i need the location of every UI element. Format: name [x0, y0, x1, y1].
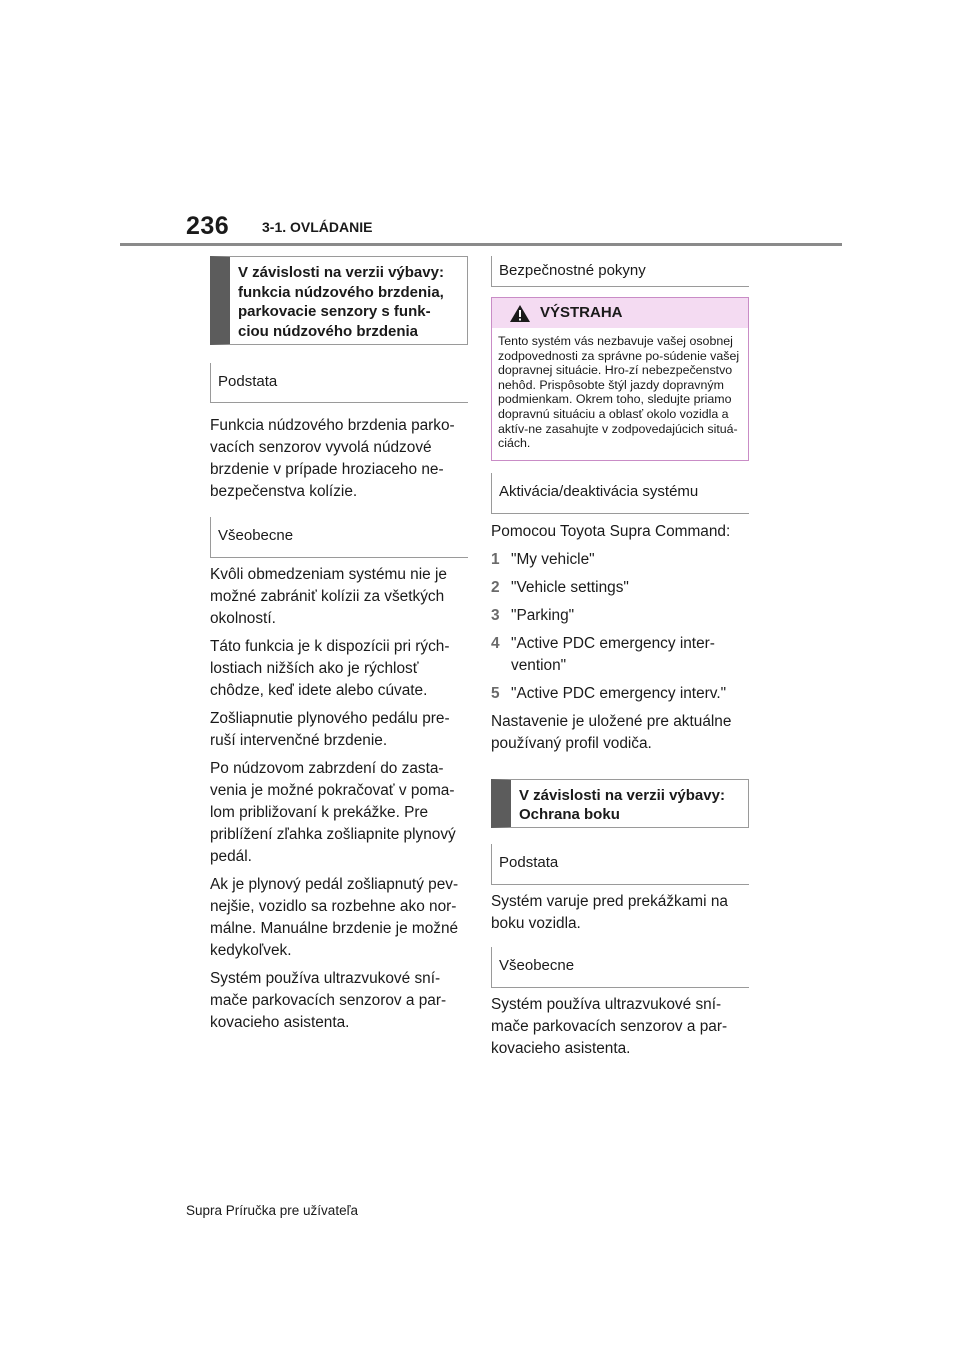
paragraph: Zošliapnutie plynového pedálu pre-ruší intervenčné brzdenie.	[210, 710, 450, 749]
list-item: 1 "My vehicle"	[491, 550, 595, 568]
list-item: 3 "Parking"	[491, 606, 575, 624]
subheading-bezpecnostne-pokyny: Bezpečnostné pokyny	[491, 256, 749, 287]
page-number: 236	[186, 212, 230, 240]
list-item: 2 "Vehicle settings"	[491, 578, 629, 596]
paragraph: Kvôli obmedzeniam systému nie je možné zabrániť kolízii za všetkých okolností.	[210, 566, 447, 627]
paragraph: Systém používa ultrazvukové sní-mače parkovacích senzorov a par-kovacieho asistenta.	[210, 970, 447, 1031]
right-column	[491, 256, 749, 1060]
warning-triangle-icon	[509, 304, 531, 323]
header-divider	[120, 243, 842, 246]
paragraph: Pomocou Toyota Supra Command:	[491, 522, 731, 540]
footer-text: Supra Príručka pre užívateľa	[186, 1203, 359, 1218]
paragraph: Ak je plynový pedál zošliapnutý pev-nejšie, vozidlo sa rozbehne ako nor-málne. Manuálne brzdenie je možné kedykoľvek.	[210, 876, 459, 959]
paragraph: Systém používa ultrazvukové sní-mače parkovacích senzorov a par-kovacieho asistenta.	[491, 995, 728, 1057]
warning-header	[492, 298, 748, 328]
list-item: 5 "Active PDC emergency interv."	[491, 684, 727, 702]
list-item: 4 "Active PDC emergency inter-vention"	[491, 634, 715, 674]
warning-box	[491, 297, 749, 461]
paragraph: Systém varuje pred prekážkami na boku vozidla.	[491, 892, 728, 932]
subheading-aktivacia: Aktivácia/deaktivácia systému	[491, 473, 749, 514]
left-column	[210, 256, 468, 1034]
subheading-vseobecne: Všeobecne	[491, 947, 749, 988]
section-title: 3-1. OVLÁDANIE	[262, 219, 373, 235]
equipment-note-box: V závislosti na verzii výbavy: Ochrana boku	[491, 779, 749, 828]
subheading-vseobecne: Všeobecne	[210, 517, 468, 558]
subheading-podstata: Podstata	[210, 363, 468, 403]
paragraph: Táto funkcia je k dispozícii pri rých-lostiach nižších ako je rýchlosť chôdze, keď idete alebo cúvate.	[210, 638, 450, 699]
equipment-note-box: V závislosti na verzii výbavy: funkcia núdzového brzdenia, parkovacie senzory s funk-ciou núdzového brzdenia	[210, 256, 468, 345]
paragraph: Po núdzovom zabrzdení do zasta-venia je možné pokračovať v poma-lom približovaní k prekážke. Pre priblížení zľahka zošliapnite plynový pedál.	[210, 760, 456, 865]
paragraph: Nastavenie je uložené pre aktuálne používaný profil vodiča.	[491, 712, 732, 752]
paragraph: Funkcia núdzového brzdenia parko-vacích senzorov vyvolá núdzové brzdenie v prípade hroziaceho ne-bezpečenstva kolízie.	[210, 417, 455, 500]
steps-list	[491, 549, 749, 705]
warning-text: Tento systém vás nezbavuje vašej osobnej zodpovednosti za správne po-súdenie vašej dopravnej situácie. Hro-zí nebezpečenstvo nehôd. Prispôsobte štýl jazdy dopravným podmienkam. Okrem toho, sledujte priamo dopravnú situáciu a oblasť okolo vozidla a aktív-ne zasahujte v zodpovedajúcich situá-ciách.	[498, 334, 740, 451]
subheading-podstata: Podstata	[491, 844, 749, 885]
warning-title: VÝSTRAHA	[540, 304, 623, 321]
